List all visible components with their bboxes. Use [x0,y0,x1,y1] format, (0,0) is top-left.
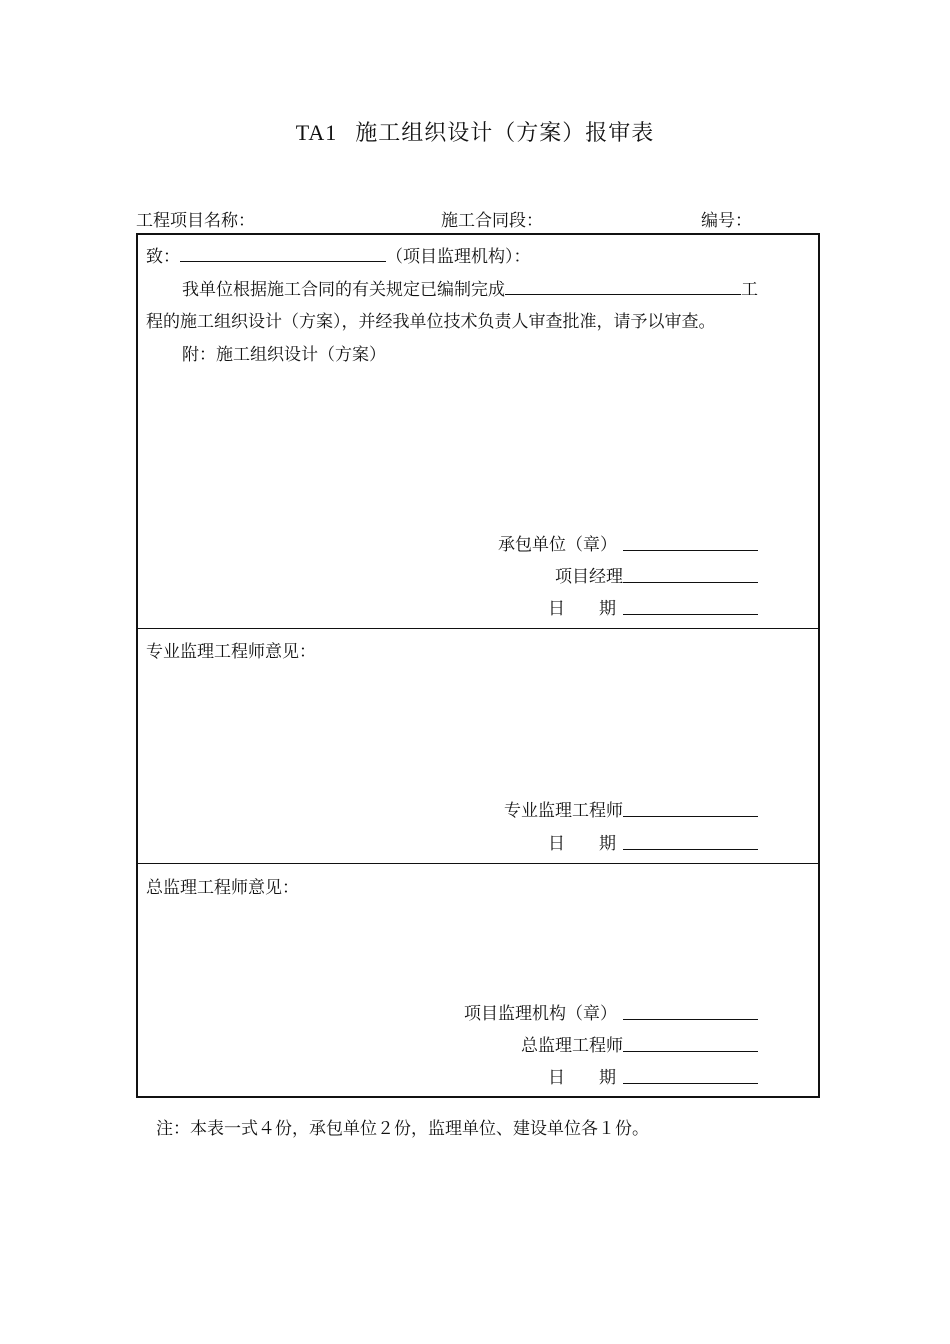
project-manager-label: 项目经理 [555,567,623,587]
project-name-label: 工程项目名称： [136,211,255,231]
date-label-2: 日 期 [548,834,616,854]
to-line [146,242,531,267]
contractor-signature-line[interactable] [623,550,758,551]
supervision-org-blank[interactable] [180,243,386,262]
body-line-1-end: 工 [741,280,758,300]
form-code: TA1 [295,120,338,145]
date-label-3: 日 期 [548,1068,616,1088]
form-title: 施工组织设计（方案）报审表 [355,121,655,146]
attachment-line: 附：施工组织设计（方案） [182,345,386,365]
chief-engineer-signature-line[interactable] [623,1051,758,1052]
specialist-engineer-signature-line[interactable] [623,816,758,817]
body-line-1 [182,275,758,300]
section-divider-2 [136,863,820,864]
contract-section-label: 施工合同段： [441,211,543,231]
body-line-2: 程的施工组织设计（方案），并经我单位技术负责人审查批准，请予以审查。 [146,312,716,332]
date-label-1: 日 期 [548,599,616,619]
supervision-org-signature-line[interactable] [623,1019,758,1020]
project-manager-signature-line[interactable] [623,582,758,583]
page-title [0,116,950,147]
specialist-engineer-label: 专业监理工程师 [504,801,623,821]
date-line-2[interactable] [623,849,758,850]
date-line-1[interactable] [623,614,758,615]
supervision-org-seal-label: 项目监理机构（章） [464,1004,617,1024]
body-line-1-start: 我单位根据施工合同的有关规定已编制完成 [182,280,505,300]
footnote: 注：本表一式４份，承包单位２份，监理单位、建设单位各１份。 [156,1119,649,1139]
date-line-3[interactable] [623,1083,758,1084]
supervision-org-label: （项目监理机构）： [386,247,531,267]
section-divider-1 [136,628,820,629]
to-label: 致： [146,247,180,267]
number-label: 编号： [701,211,752,231]
project-name-blank[interactable] [505,276,741,295]
chief-engineer-label: 总监理工程师 [521,1036,623,1056]
contractor-label: 承包单位（章） [498,535,617,555]
specialist-opinion-label: 专业监理工程师意见： [146,642,316,662]
chief-opinion-label: 总监理工程师意见： [146,878,299,898]
